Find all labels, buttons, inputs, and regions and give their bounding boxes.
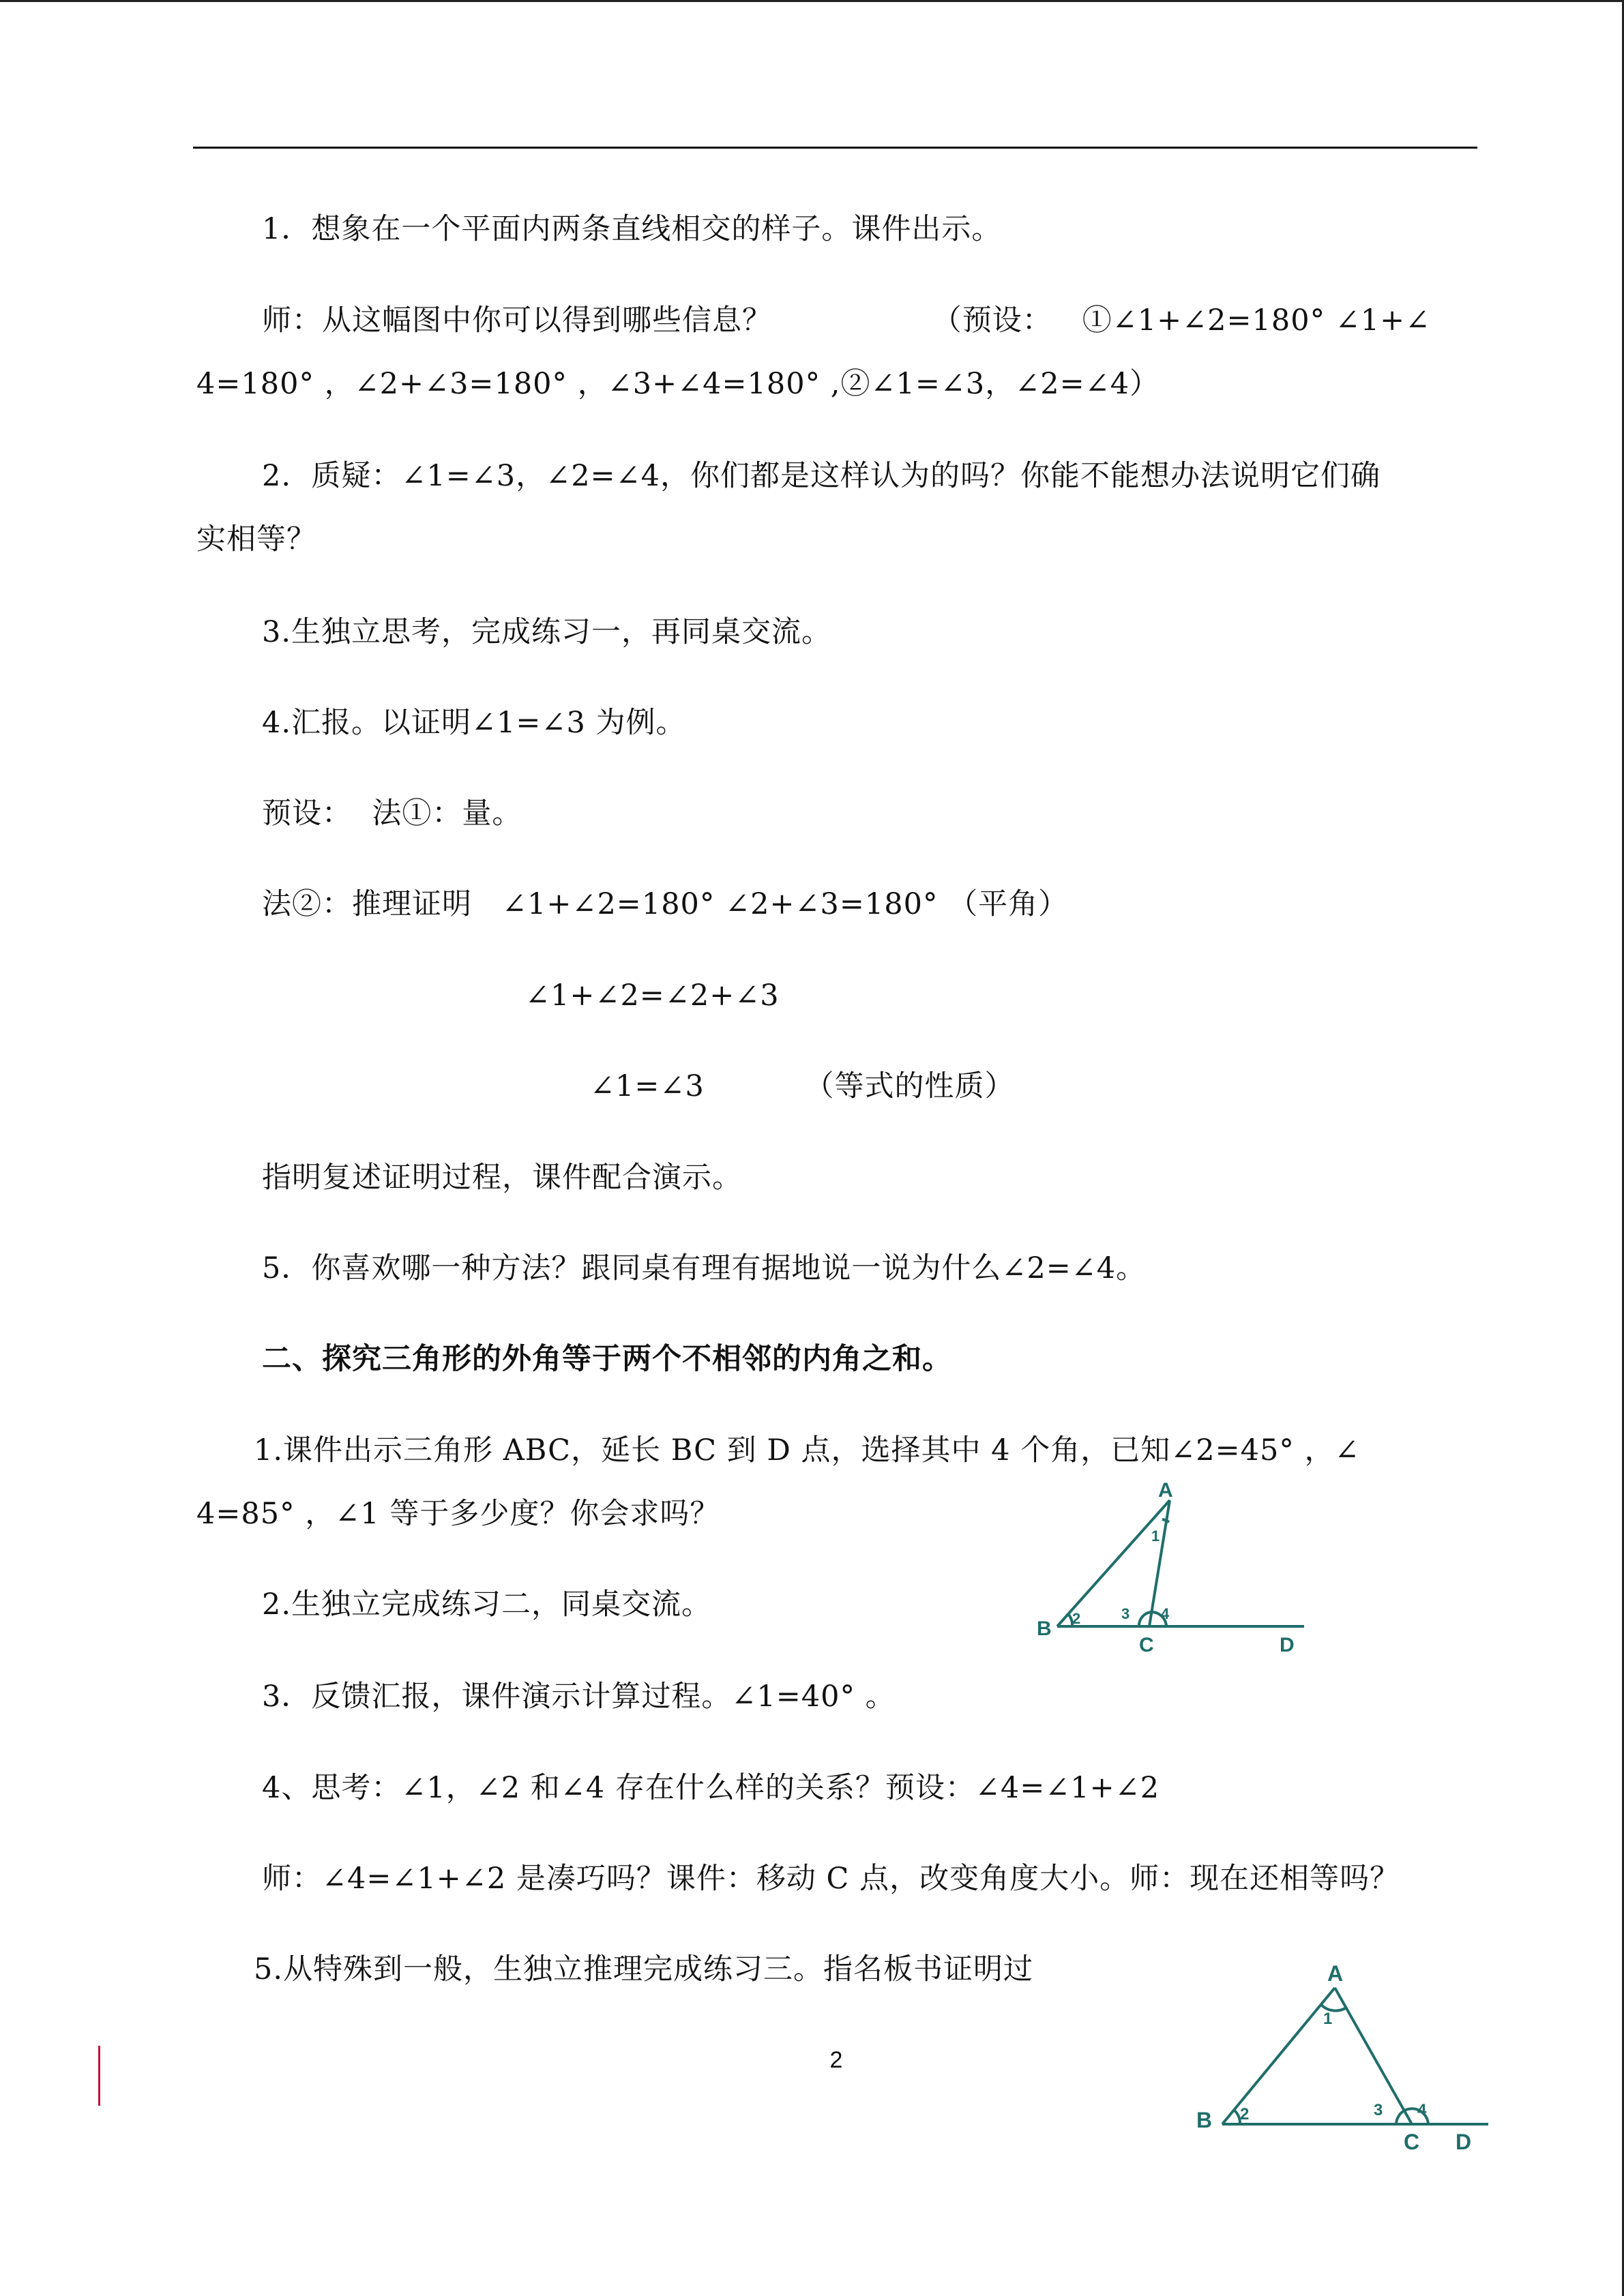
- fig2-angle-3: 3: [1374, 2101, 1383, 2119]
- fig1-angle-1: 1: [1151, 1527, 1160, 1545]
- fig1-angle-4: 4: [1161, 1605, 1170, 1622]
- line-1: 1．想象在一个平面内两条直线相交的样子。课件出示。: [262, 212, 1002, 246]
- page-frame-top: [0, 0, 1624, 2]
- fig2-label-a: A: [1327, 1961, 1344, 1986]
- fig2-angle-4: 4: [1417, 2101, 1427, 2119]
- fig1-angle-2: 2: [1072, 1610, 1081, 1627]
- fig2-label-c: C: [1404, 2130, 1420, 2154]
- line-13: 5．你喜欢哪一种方法？跟同桌有理有据地说一说为什么∠2=∠4。: [262, 1251, 1147, 1285]
- fig2-angle-2: 2: [1240, 2105, 1250, 2123]
- section-heading: 二、探究三角形的外角等于两个不相邻的内角之和。: [262, 1342, 952, 1376]
- fig1-label-b: B: [1037, 1617, 1052, 1640]
- line-5: 实相等？: [196, 522, 316, 556]
- line-15: 1.课件出示三角形 ABC，延长 BC 到 D 点，选择其中 4 个角，已知∠2=45° ，∠: [254, 1433, 1360, 1467]
- line-9: 法②：推理证明 ∠1+∠2=180° ∠2+∠3=180° （平角）: [262, 887, 1069, 921]
- line-16: 4=85° ，∠1 等于多少度？你会求吗？: [196, 1497, 720, 1531]
- fig2-label-b: B: [1196, 2108, 1213, 2132]
- line-7: 4.汇报。以证明∠1=∠3 为例。: [262, 706, 686, 740]
- line-8: 预设： 法①：量。: [262, 796, 522, 831]
- triangle-figure-1: [1037, 1480, 1323, 1657]
- line-11: ∠1=∠3 （等式的性质）: [590, 1069, 1015, 1103]
- fig2-label-d: D: [1456, 2130, 1472, 2154]
- line-10: ∠1+∠2=∠2+∠3: [525, 979, 780, 1013]
- page-number: 2: [829, 2047, 843, 2073]
- margin-mark: [98, 2046, 100, 2106]
- triangle-figure-2: [1188, 1957, 1495, 2162]
- line-12: 指明复述证明过程，课件配合演示。: [262, 1161, 742, 1195]
- line-3: 4=180° ，∠2+∠3=180° ，∠3+∠4=180° ,②∠1=∠3，∠2=∠4）: [196, 367, 1160, 401]
- line-18: 3．反馈汇报，课件演示计算过程。∠1=40° 。: [262, 1680, 896, 1714]
- line-17: 2.生独立完成练习二，同桌交流。: [262, 1587, 712, 1622]
- header-rule: [193, 147, 1477, 149]
- fig1-label-a: A: [1158, 1480, 1173, 1502]
- line-4: 2. 质疑：∠1=∠3，∠2=∠4，你们都是这样认为的吗？你能不能想办法说明它们确: [262, 459, 1381, 493]
- fig2-angle-1: 1: [1323, 2010, 1333, 2028]
- line-20: 师：∠4=∠1+∠2 是凑巧吗？课件：移动 C 点，改变角度大小。师：现在还相等吗？: [262, 1862, 1400, 1896]
- line-6: 3.生独立思考，完成练习一，再同桌交流。: [262, 615, 832, 649]
- fig2-arc-2: [1234, 2110, 1240, 2124]
- line-19: 4、思考：∠1，∠2 和∠4 存在什么样的关系？预设：∠4=∠1+∠2: [262, 1771, 1160, 1805]
- fig2-side-ab: [1222, 1988, 1335, 2124]
- fig2-arc-3: [1396, 2111, 1404, 2124]
- fig1-angle-3: 3: [1121, 1605, 1130, 1622]
- fig1-arc-1: [1162, 1519, 1169, 1522]
- line-2: 师：从这幅图中你可以得到哪些信息？ （预设： ①∠1+∠2=180° ∠1+∠: [262, 303, 1431, 338]
- fig1-label-c: C: [1139, 1634, 1154, 1656]
- fig1-label-d: D: [1280, 1634, 1295, 1656]
- line-21: 5.从特殊到一般，生独立推理完成练习三。指名板书证明过: [254, 1952, 1034, 1986]
